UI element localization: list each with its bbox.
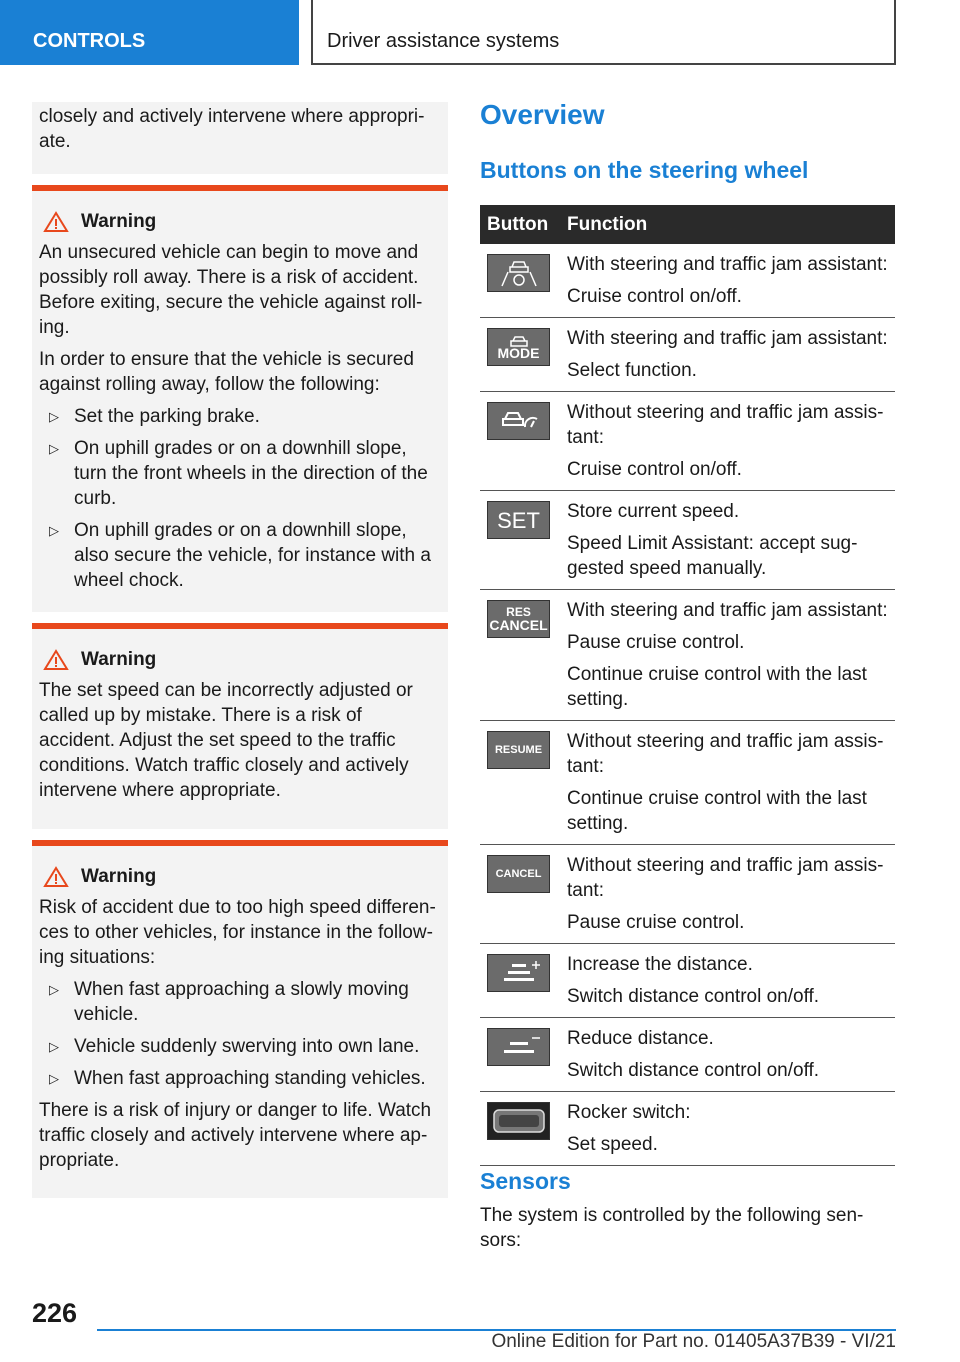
resume-icon: RESUME	[487, 731, 550, 769]
distance-increase-icon	[487, 954, 550, 992]
list-item	[39, 977, 440, 1027]
continued-note-box	[32, 102, 448, 174]
function-text: Cruise control on/off.	[567, 286, 742, 307]
bullet-triangle-icon: ▷	[49, 441, 59, 456]
function-text: Select function.	[567, 360, 697, 381]
function-text: Continue cruise control with the last setting.	[567, 664, 867, 710]
function-text: Switch distance control on/off.	[567, 986, 820, 1007]
function-text: Rocker switch:	[567, 1102, 691, 1123]
section-tab: CONTROLS	[0, 0, 299, 65]
bullet-triangle-icon: ▷	[49, 1071, 59, 1086]
warning-paragraph: There is a risk of injury or danger to life. Watch traffic closely and actively intervene where appropriate.	[39, 1100, 432, 1171]
table-row	[480, 944, 895, 1018]
cancel-label: CANCEL	[489, 617, 548, 633]
function-text: Set speed.	[567, 1134, 658, 1155]
function-text: Increase the distance.	[567, 954, 753, 975]
list-item	[39, 404, 440, 429]
table-row	[480, 244, 895, 318]
continued-text: closely and actively intervene where appropriate.	[39, 106, 425, 152]
list-item-text: When fast approaching standing vehicles.	[74, 1068, 426, 1089]
distance-decrease-icon	[487, 1028, 550, 1066]
sensors-heading: Sensors	[480, 1168, 571, 1194]
function-text: Pause cruise control.	[567, 912, 745, 933]
bullet-triangle-icon: ▷	[49, 409, 59, 424]
function-text: With steering and traffic jam assistant:	[567, 600, 888, 621]
warning-box-1	[32, 185, 448, 612]
table-row	[480, 590, 895, 721]
list-item-text: When fast approaching a slowly moving vehicle.	[74, 979, 409, 1025]
list-item-text: Vehicle suddenly swerving into own lane.	[74, 1036, 420, 1057]
cancel-icon: CANCEL	[487, 855, 550, 893]
bullet-triangle-icon: ▷	[49, 982, 59, 997]
warning-triangle-icon	[43, 211, 69, 233]
list-item	[39, 1034, 440, 1059]
table-row	[480, 318, 895, 392]
list-item	[39, 518, 440, 593]
function-text: Speed Limit Assistant: accept suggested speed manually.	[567, 533, 858, 579]
warning-paragraph: Risk of accident due to too high speed differences to other vehicles, for instance in the following situations:	[39, 897, 436, 968]
warning-heading	[39, 864, 440, 889]
list-item-text: On uphill grades or on a downhill slope, also secure the vehicle, for instance with a wheel chock.	[74, 520, 431, 591]
warning-heading	[39, 209, 440, 234]
res-label: RES	[506, 605, 531, 619]
mode-icon	[487, 328, 550, 366]
table-header-row	[480, 205, 895, 244]
column-header-button: Button	[480, 205, 560, 244]
steering-assist-icon	[487, 254, 550, 292]
list-item	[39, 1066, 440, 1091]
cruise-control-icon	[487, 402, 550, 440]
function-text: Without steering and traffic jam assistant:	[567, 402, 884, 448]
warning-heading	[39, 647, 440, 672]
warning-paragraph: In order to ensure that the vehicle is secured against rolling away, follow the following:	[39, 349, 414, 395]
function-text: Pause cruise control.	[567, 632, 745, 653]
buttons-table	[480, 205, 895, 1166]
chapter-title: Driver assistance systems	[311, 0, 896, 65]
list-item	[39, 436, 440, 511]
warning-list	[39, 977, 440, 1091]
overview-heading: Overview	[480, 99, 605, 130]
warning-paragraph: The set speed can be incorrectly adjusted or called up by mistake. There is a risk of accident. Adjust the set speed to the traffic conditions. Watch traffic closely and actively intervene where appropriate.	[39, 680, 413, 801]
table-row	[480, 1018, 895, 1092]
warning-box-3	[32, 840, 448, 1198]
table-row	[480, 392, 895, 491]
function-text: With steering and traffic jam assistant:	[567, 328, 888, 349]
warning-paragraph: An unsecured vehicle can begin to move and possibly roll away. There is a risk of accident. Before exiting, secure the vehicle against rolling.	[39, 242, 423, 338]
table-row	[480, 491, 895, 590]
function-text: Continue cruise control with the last setting.	[567, 788, 867, 834]
table-row	[480, 721, 895, 845]
function-text: Cruise control on/off.	[567, 459, 742, 480]
mode-label: MODE	[497, 344, 540, 361]
warning-triangle-icon	[43, 649, 69, 671]
edition-text: Online Edition for Part no. 01405A37B39 - VI/21	[491, 1331, 896, 1352]
table-row	[480, 1092, 895, 1166]
sensors-text: The system is controlled by the following sensors:	[480, 1205, 864, 1251]
rocker-switch-icon	[487, 1102, 550, 1140]
warning-title: Warning	[81, 649, 157, 670]
function-text: Reduce distance.	[567, 1028, 714, 1049]
function-text: Store current speed.	[567, 501, 740, 522]
warning-triangle-icon	[43, 866, 69, 888]
warning-title: Warning	[81, 866, 157, 887]
function-text: Without steering and traffic jam assistant:	[567, 731, 884, 777]
warning-box-2	[32, 623, 448, 829]
column-header-function: Function	[560, 205, 895, 244]
function-text: With steering and traffic jam assistant:	[567, 254, 888, 275]
list-item-text: Set the parking brake.	[74, 406, 260, 427]
function-text: Switch distance control on/off.	[567, 1060, 820, 1081]
warning-title: Warning	[81, 211, 157, 232]
set-icon: SET	[487, 501, 550, 539]
list-item-text: On uphill grades or on a downhill slope, turn the front wheels in the direction of the curb.	[74, 438, 428, 509]
bullet-triangle-icon: ▷	[49, 523, 59, 538]
res-cancel-icon	[487, 600, 550, 638]
page-number: 226	[32, 1298, 78, 1328]
warning-list	[39, 404, 440, 593]
function-text: Without steering and traffic jam assistant:	[567, 855, 884, 901]
table-row	[480, 845, 895, 944]
buttons-subheading: Buttons on the steering wheel	[480, 157, 809, 183]
bullet-triangle-icon: ▷	[49, 1039, 59, 1054]
